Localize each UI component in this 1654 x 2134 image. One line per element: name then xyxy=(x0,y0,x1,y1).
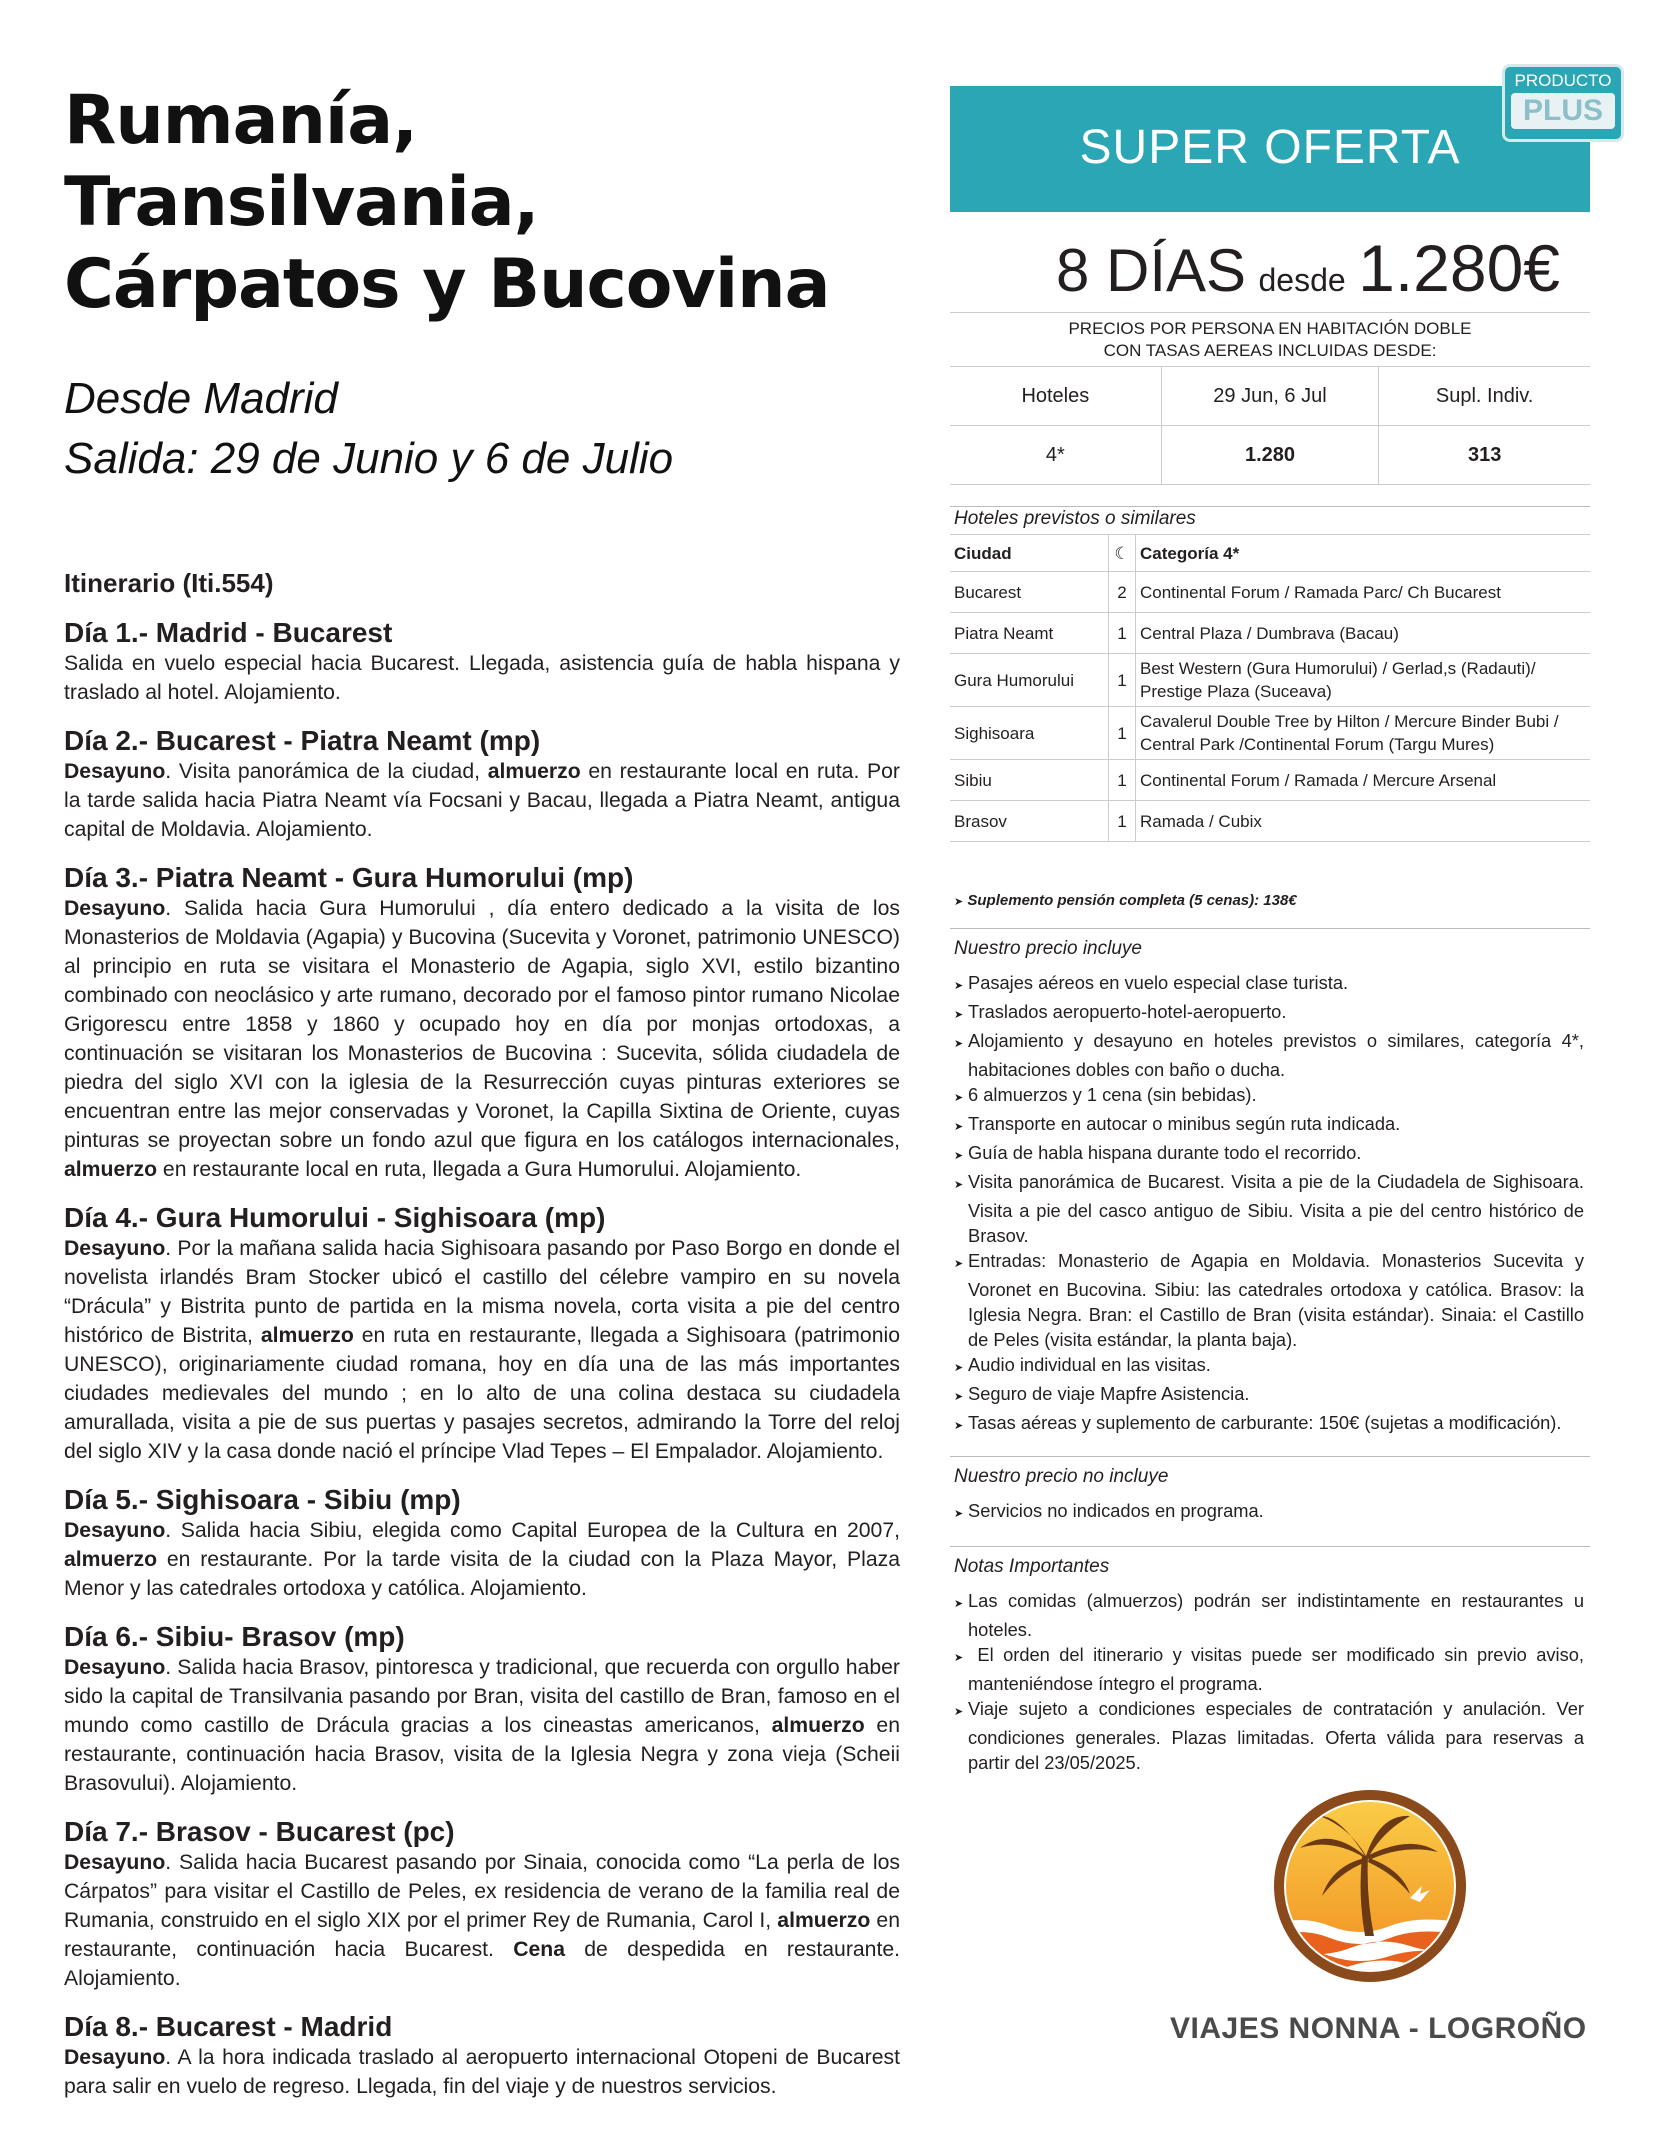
price-cell-price: 1.280 xyxy=(1161,426,1379,485)
page-title xyxy=(64,80,900,326)
day-title: Día 6.- Sibiu- Brasov (mp) xyxy=(64,1621,405,1652)
hotel-row xyxy=(950,654,1590,707)
day-description: Desayuno. Salida hacia Brasov, pintoresca y tradicional, que recuerda con orgullo haber sido la capital de Transilvania pasando por Bran, visita del castillo de Bran, famoso en el mundo como castillo de Drácula gracias a los cineastas americanos, almuerzo en restaurante, continuación hacia Brasov, visita de la Iglesia Negra y zona vieja (Scheii Brasovului). Alojamiento. xyxy=(64,1656,900,1795)
day-title: Día 5.- Sighisoara - Sibiu (mp) xyxy=(64,1484,461,1515)
includes-heading: Nuestro precio incluye xyxy=(954,938,1142,959)
list-item xyxy=(954,1352,1584,1381)
day-description: Salida en vuelo especial hacia Bucarest. Llegada, asistencia guía de habla hispana y traslado al hotel. Alojamiento. xyxy=(64,652,900,704)
hotel-city: Brasov xyxy=(950,801,1109,842)
price-note-line-1: PRECIOS POR PERSONA EN HABITACIÓN DOBLE xyxy=(1068,319,1472,338)
list-item xyxy=(954,1082,1584,1111)
hotels-col-city: Ciudad xyxy=(950,535,1109,572)
hotel-names: Continental Forum / Ramada / Mercure Arsenal xyxy=(1136,760,1591,801)
list-item xyxy=(954,1498,1584,1527)
divider xyxy=(950,1546,1590,1547)
day-title: Día 1.- Madrid - Bucarest xyxy=(64,617,393,648)
list-item xyxy=(954,1140,1584,1169)
excludes-list xyxy=(954,1498,1584,1527)
moon-icon: ☾ xyxy=(1109,535,1136,572)
list-item-text: Servicios no indicados en programa. xyxy=(968,1500,1264,1521)
itinerary-heading: Itinerario (Iti.554) xyxy=(64,568,274,598)
title-line-2: Cárpatos y Bucovina xyxy=(64,245,830,324)
palm-tree-sunset-logo-icon xyxy=(1270,1786,1470,1986)
title-line-1: Rumanía, Transilvania, xyxy=(64,81,539,242)
hotel-nights: 1 xyxy=(1109,707,1136,760)
list-item-text: Audio individual en las visitas. xyxy=(968,1354,1211,1375)
price-note-line-2: CON TASAS AEREAS INCLUIDAS DESDE: xyxy=(1103,341,1437,360)
list-item-text: Transporte en autocar o minibus según ruta indicada. xyxy=(968,1113,1401,1134)
hotel-city: Bucarest xyxy=(950,572,1109,613)
itinerary-day xyxy=(64,1202,900,1466)
price-table-header xyxy=(950,367,1590,426)
departure-subtitle: Salida: 29 de Junio y 6 de Julio xyxy=(64,434,674,483)
list-item xyxy=(954,970,1584,999)
price-note xyxy=(950,318,1590,362)
hotel-city: Sibiu xyxy=(950,760,1109,801)
itinerary-day xyxy=(64,1816,900,1993)
notes-list xyxy=(954,1588,1584,1775)
left-column xyxy=(64,80,900,2101)
list-item-text: 6 almuerzos y 1 cena (sin bebidas). xyxy=(968,1084,1257,1105)
notes-heading: Notas Importantes xyxy=(954,1556,1110,1577)
hotel-names: Continental Forum / Ramada Parc/ Ch Bucarest xyxy=(1136,572,1591,613)
list-item xyxy=(954,1248,1584,1352)
hotel-names: Ramada / Cubix xyxy=(1136,801,1591,842)
divider xyxy=(950,506,1590,507)
list-item-text: Traslados aeropuerto-hotel-aeropuerto. xyxy=(968,1001,1287,1022)
list-item xyxy=(954,1381,1584,1410)
day-title: Día 3.- Piatra Neamt - Gura Humorului (mp) xyxy=(64,862,634,893)
price-desde: desde xyxy=(1258,262,1346,298)
hotel-names: Best Western (Gura Humorului) / Gerlad,s (Radauti)/ Prestige Plaza (Suceava) xyxy=(1136,654,1591,707)
hotel-nights: 1 xyxy=(1109,760,1136,801)
hotel-row xyxy=(950,707,1590,760)
hotels-table-header xyxy=(950,535,1590,572)
list-item xyxy=(954,1642,1584,1696)
includes-list xyxy=(954,970,1584,1439)
super-offer-label: SUPER OFERTA xyxy=(1079,121,1461,174)
day-description: Desayuno. Salida hacia Gura Humorului , día entero dedicado a la visita de los Monasterios de Moldavia (Agapia) y Bucovina (Sucevita y Voronet, patrimonio UNESCO) al principio en ruta se visitara el Monasterio de Agapia, siglo XVI, estilo bizantino combinado con neoclásico y arte rumano, decorado por el famoso pintor rumano Nicolae Grigorescu entre 1858 y 1860 y ocupado hoy en día por monjas ortodoxas, a continuación se visitaran los Monasterios de Bucovina : Sucevita, sólida ciudadela de piedra del siglo XVI con la iglesia de la Resurrección cuyas pinturas exteriores se encuentran entre las mejor conservadas y Voronet, la Capilla Sixtina de Oriente, cuyas pinturas se proyectan sobre un fondo azul que figura en los catálogos internacionales, almuerzo en restaurante local en ruta, llegada a Gura Humorului. Alojamiento. xyxy=(64,897,900,1181)
badge-top-text: PRODUCTO xyxy=(1514,71,1612,90)
list-item-text: Seguro de viaje Mapfre Asistencia. xyxy=(968,1383,1250,1404)
list-item xyxy=(954,1169,1584,1248)
list-item-text: Tasas aéreas y suplemento de carburante: 150€ (sujetas a modificación). xyxy=(968,1412,1562,1433)
itinerary-days xyxy=(64,617,900,2101)
hotel-nights: 1 xyxy=(1109,613,1136,654)
itinerary-day xyxy=(64,725,900,844)
price-amount: 1.280€ xyxy=(1358,231,1560,305)
hotel-city: Sighisoara xyxy=(950,707,1109,760)
itinerary-day xyxy=(64,2011,900,2101)
price-days: 8 DÍAS xyxy=(1055,237,1247,304)
hotel-row xyxy=(950,613,1590,654)
hotels-heading: Hoteles previstos o similares xyxy=(954,508,1196,529)
list-item xyxy=(954,999,1584,1028)
price-cell-supplement: 313 xyxy=(1379,426,1590,485)
supplement-text: Suplemento pensión completa (5 cenas): 138€ xyxy=(967,892,1297,909)
list-item xyxy=(954,1111,1584,1140)
price-cell-category: 4* xyxy=(950,426,1161,485)
list-item xyxy=(954,1696,1584,1775)
hotel-row xyxy=(950,801,1590,842)
list-item xyxy=(954,1588,1584,1642)
hotel-names: Cavalerul Double Tree by Hilton / Mercure Binder Bubi / Central Park /Continental Forum (Targu Mures) xyxy=(1136,707,1591,760)
producto-plus-badge xyxy=(1502,64,1624,142)
hotel-city: Piatra Neamt xyxy=(950,613,1109,654)
day-description: Desayuno. Salida hacia Bucarest pasando por Sinaia, conocida como “La perla de los Cárpatos” para visitar el Castillo de Peles, ex residencia de verano de la familia real de Rumania, construido en el siglo XIX por el primer Rey de Rumania, Carol I, almuerzo en restaurante, continuación hacia Bucarest. Cena de despedida en restaurante. Alojamiento. xyxy=(64,1851,900,1990)
itinerary-day xyxy=(64,1484,900,1603)
arrow-icon: ➤ xyxy=(954,896,964,908)
hotel-names: Central Plaza / Dumbrava (Bacau) xyxy=(1136,613,1591,654)
list-item-text: El orden del itinerario y visitas puede ser modificado sin previo aviso, manteniéndose íntegro el programa. xyxy=(968,1644,1584,1694)
divider xyxy=(950,1456,1590,1457)
hotel-city: Gura Humorului xyxy=(950,654,1109,707)
day-description: Desayuno. Por la mañana salida hacia Sighisoara pasando por Paso Borgo en donde el novelista irlandés Bram Stocker ubicó el castillo del célebre vampiro en su novela “Drácula” y Bistrita punto de partida en la misma novela, corta visita a pie del centro histórico de Bistrita, almuerzo en ruta en restaurante, llegada a Sighisoara (patrimonio UNESCO), originariamente ciudad romana, hoy en día una de las más importantes ciudades medievales del mundo ; en lo alto de una colina destaca su ciudadela amurallada, visita a pie de sus puertas y pasajes secretos, admirando la Torre del reloj del siglo XIV y la casa donde nació el príncipe Vlad Tepes – El Empalador. Alojamiento. xyxy=(64,1237,900,1463)
day-description: Desayuno. Visita panorámica de la ciudad, almuerzo en restaurante local en ruta. Por la tarde salida hacia Piatra Neamt vía Focsani y Bacau, llegada a Piatra Neamt, antigua capital de Moldavia. Alojamiento. xyxy=(64,760,900,841)
list-item-text: Entradas: Monasterio de Agapia en Moldavia. Monasterios Sucevita y Voronet en Bucovina. Sibiu: las catedrales ortodoxa y católica. Brasov: la Iglesia Negra. Bran: el Castillo de Bran (visita estándar). Sinaia: el Castillo de Peles (visita estándar, la planta baja). xyxy=(968,1250,1584,1350)
day-description: Desayuno. A la hora indicada traslado al aeropuerto internacional Otopeni de Bucarest para salir en vuelo de regreso. Llegada, fin del viaje y de nuestros servicios. xyxy=(64,2046,900,2098)
price-col-hotels: Hoteles xyxy=(950,367,1161,426)
list-item-text: Pasajes aéreos en vuelo especial clase turista. xyxy=(968,972,1349,993)
hotels-col-category: Categoría 4* xyxy=(1136,535,1591,572)
price-headline xyxy=(950,230,1590,306)
list-item-text: Viaje sujeto a condiciones especiales de contratación y anulación. Ver condiciones generales. Plazas limitadas. Oferta válida para reservas a partir del 23/05/2025. xyxy=(968,1698,1584,1773)
itinerary-day xyxy=(64,1621,900,1798)
divider xyxy=(950,928,1590,929)
excludes-heading: Nuestro precio no incluye xyxy=(954,1466,1169,1487)
hotel-nights: 1 xyxy=(1109,801,1136,842)
itinerary-day xyxy=(64,617,900,707)
hotel-nights: 2 xyxy=(1109,572,1136,613)
day-title: Día 8.- Bucarest - Madrid xyxy=(64,2011,393,2042)
list-item xyxy=(954,1410,1584,1439)
list-item-text: Visita panorámica de Bucarest. Visita a pie de la Ciudadela de Sighisoara. Visita a pie del casco antiguo de Sibiu. Visita a pie del centro histórico de Brasov. xyxy=(968,1171,1584,1246)
list-item-text: Alojamiento y desayuno en hoteles previstos o similares, categoría 4*, habitaciones dobles con baño o ducha. xyxy=(968,1030,1584,1080)
price-col-dates: 29 Jun, 6 Jul xyxy=(1161,367,1379,426)
hotel-row xyxy=(950,760,1590,801)
list-item xyxy=(954,1028,1584,1082)
price-table xyxy=(950,366,1590,485)
day-title: Día 4.- Gura Humorului - Sighisoara (mp) xyxy=(64,1202,606,1233)
price-col-supplement: Supl. Indiv. xyxy=(1379,367,1590,426)
hotel-nights: 1 xyxy=(1109,654,1136,707)
divider xyxy=(950,312,1590,313)
hotel-row xyxy=(950,572,1590,613)
footer-brand: VIAJES NONNA - LOGROÑO xyxy=(1170,2012,1587,2045)
badge-bottom-text: PLUS xyxy=(1511,93,1615,129)
origin-subtitle: Desde Madrid xyxy=(64,374,338,423)
day-title: Día 7.- Brasov - Bucarest (pc) xyxy=(64,1816,455,1847)
list-item-text: Las comidas (almuerzos) podrán ser indistintamente en restaurantes u hoteles. xyxy=(968,1590,1584,1640)
hotels-table xyxy=(950,534,1590,842)
day-title: Día 2.- Bucarest - Piatra Neamt (mp) xyxy=(64,725,541,756)
itinerary-day xyxy=(64,862,900,1184)
list-item-text: Guía de habla hispana durante todo el recorrido. xyxy=(968,1142,1362,1163)
price-table-row xyxy=(950,426,1590,485)
day-description: Desayuno. Salida hacia Sibiu, elegida como Capital Europea de la Cultura en 2007, almuerzo en restaurante. Por la tarde visita de la ciudad con la Plaza Mayor, Plaza Menor y las catedrales ortodoxa y católica. Alojamiento. xyxy=(64,1519,900,1600)
full-board-supplement xyxy=(954,892,1297,909)
